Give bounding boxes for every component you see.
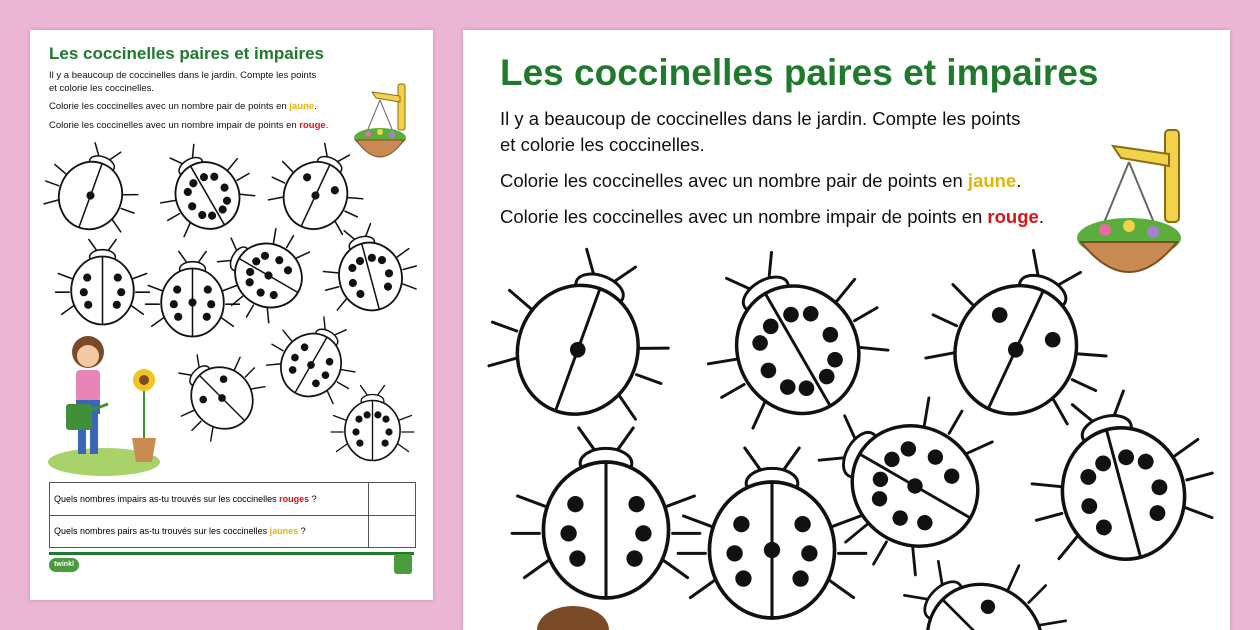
questions-table <box>49 482 416 548</box>
answer-box-even[interactable] <box>368 515 416 547</box>
intro-line-2-large: et colorie les coccinelles. <box>500 134 705 155</box>
intro-line-2: et colorie les coccinelles. <box>49 83 155 94</box>
worksheet-zoomed <box>463 30 1230 630</box>
question-row-even: Quels nombres pairs as-tu trouvés sur les coccinelles jaunes ? <box>50 515 415 547</box>
instruction-odd-large: Colorie les coccinelles avec un nombre impair de points en rouge. <box>500 206 1044 227</box>
page-title-large: Les coccinelles paires et impaires <box>500 52 1099 93</box>
instruction-even: Colorie les coccinelles avec un nombre pair de points en jaune. <box>49 101 317 112</box>
question-row-odd: Quels nombres impairs as-tu trouvés sur les coccinelles rouges ? <box>50 483 415 516</box>
logo-icon: twinkl <box>49 558 79 572</box>
footer-rule <box>49 552 414 555</box>
worksheet-preview-small <box>30 30 433 600</box>
instruction-even-large: Colorie les coccinelles avec un nombre pair de points en jaune. <box>500 170 1022 191</box>
ladybug-icon[interactable] <box>880 537 1090 630</box>
page-title: Les coccinelles paires et impaires <box>49 44 324 63</box>
intro-line-1-large: Il y a beaucoup de coccinelles dans le jardin. Compte les points <box>500 108 1021 129</box>
badge-icon <box>394 554 412 574</box>
girl-hair-partial <box>533 602 613 630</box>
answer-box-odd[interactable] <box>368 483 416 515</box>
girl-gardening-illustration <box>46 330 161 480</box>
instruction-odd: Colorie les coccinelles avec un nombre impair de points en rouge. <box>49 120 329 131</box>
intro-line-1: Il y a beaucoup de coccinelles dans le jardin. Compte les points <box>49 70 317 81</box>
ladybug-icon[interactable] <box>320 378 425 483</box>
